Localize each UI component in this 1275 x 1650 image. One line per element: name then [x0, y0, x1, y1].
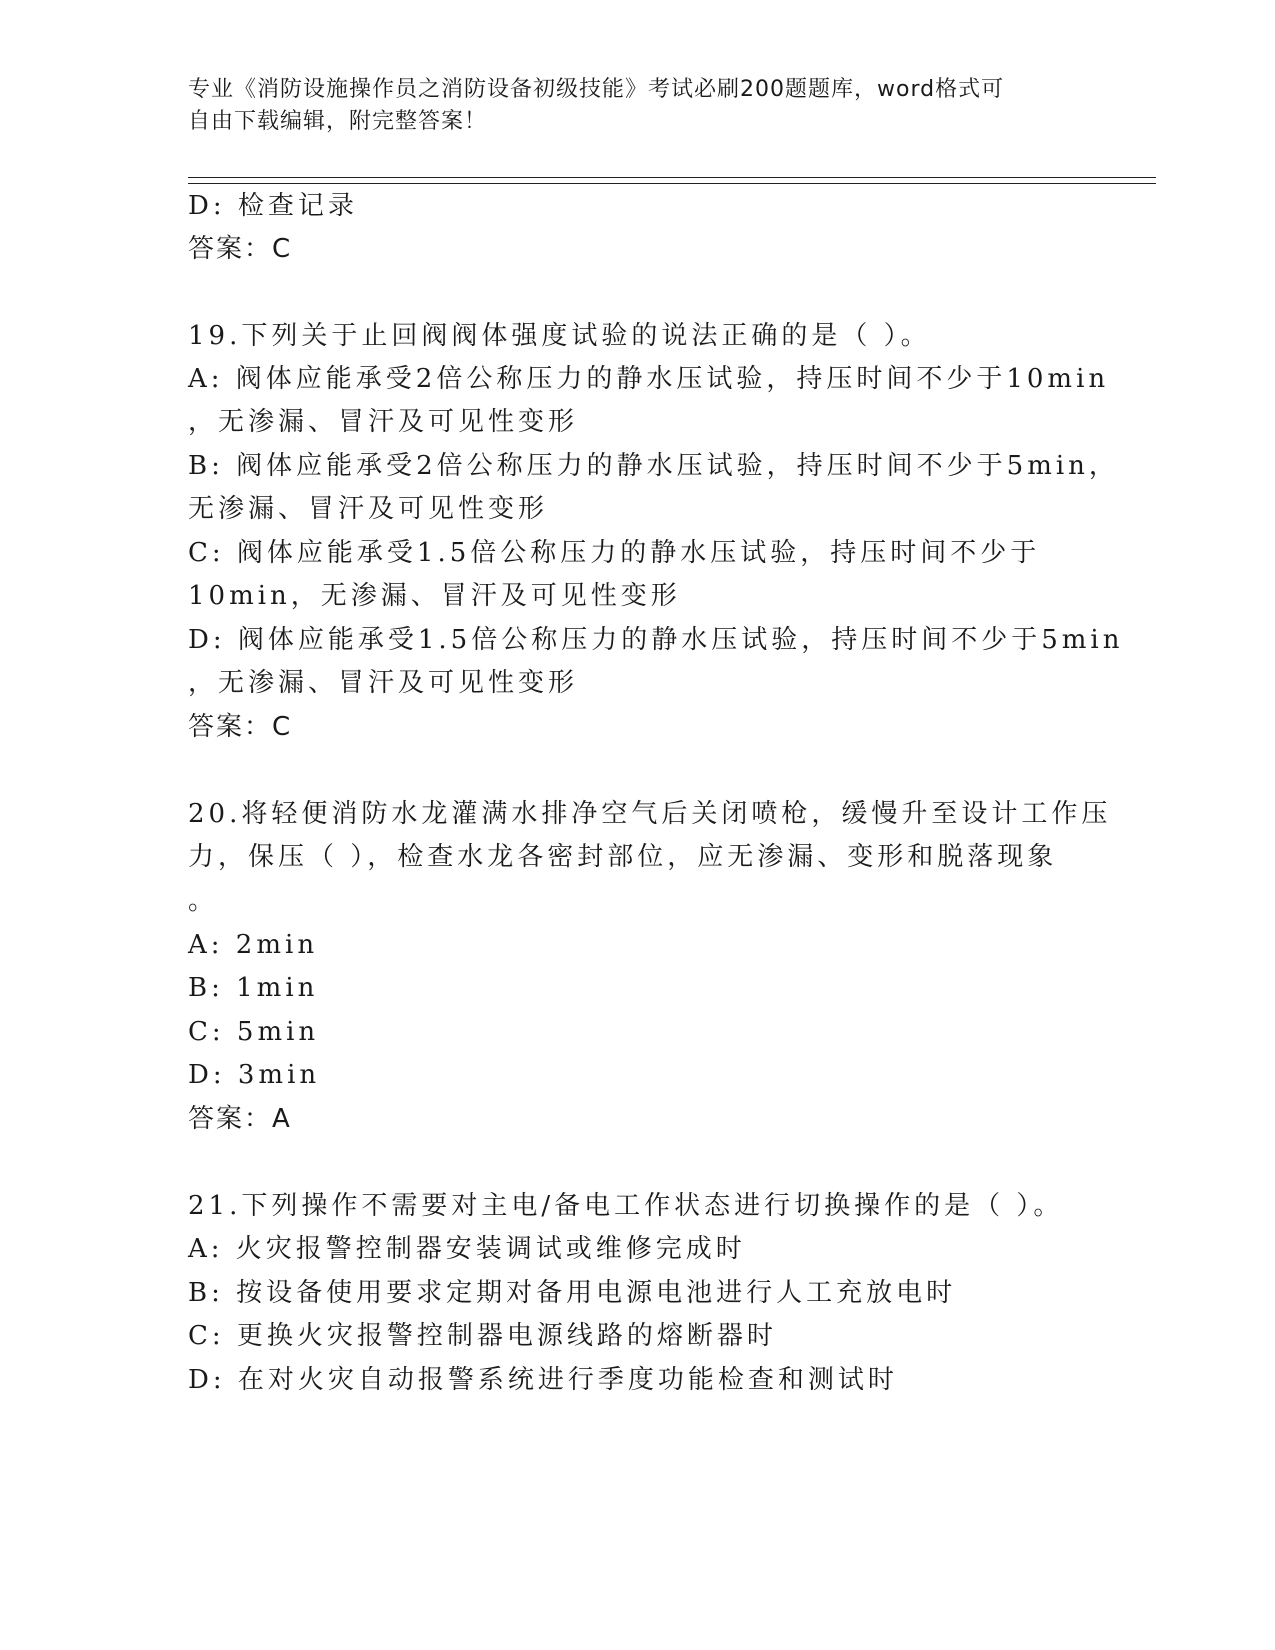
q21-stem-line-1: 21.下列操作不需要对主电/备电工作状态进行切换操作的是（ ）。 — [188, 1191, 1064, 1221]
header-divider-bottom — [188, 183, 1156, 184]
q19-stem-line-1: 19.下列关于止回阀阀体强度试验的说法正确的是（ ）。 — [188, 321, 931, 351]
q19-option-b-line-2: 无渗漏、冒汗及可见性变形 — [188, 494, 549, 524]
q20-option-d: D: 3min — [188, 1060, 321, 1090]
q20-option-b: B: 1min — [188, 973, 319, 1003]
q21-option-b: B: 按设备使用要求定期对备用电源电池进行人工充放电时 — [188, 1278, 957, 1308]
q21-option-c: C: 更换火灾报警控制器电源线路的熔断器时 — [188, 1321, 777, 1351]
document-header — [188, 74, 1078, 138]
q19-option-b-line-1: B: 阀体应能承受2倍公称压力的静水压试验，持压时间不少于5min， — [188, 451, 1119, 481]
q19-option-d-line-2: ，无渗漏、冒汗及可见性变形 — [188, 668, 579, 698]
prev-answer: 答案：C — [188, 234, 293, 264]
q20-stem-line-1: 20.将轻便消防水龙灌满水排净空气后关闭喷枪，缓慢升至设计工作压 — [188, 799, 1112, 829]
q19-option-a-line-2: ，无渗漏、冒汗及可见性变形 — [188, 407, 579, 437]
header-line-2: 自由下载编辑，附完整答案！ — [188, 109, 488, 134]
q20-option-c: C: 5min — [188, 1017, 320, 1047]
q19-option-a-line-1: A: 阀体应能承受2倍公称压力的静水压试验，持压时间不少于10min — [188, 364, 1110, 394]
q21-option-a: A: 火灾报警控制器安装调试或维修完成时 — [188, 1234, 746, 1264]
q21-option-d: D: 在对火灾自动报警系统进行季度功能检查和测试时 — [188, 1365, 898, 1395]
q19-option-c-line-2: 10min，无渗漏、冒汗及可见性变形 — [188, 581, 681, 611]
q20-stem-line-2: 力，保压（ ），检查水龙各密封部位，应无渗漏、变形和脱落现象 — [188, 842, 1058, 872]
q20-answer: 答案：A — [188, 1104, 292, 1134]
header-line-1: 专业《消防设施操作员之消防设备初级技能》考试必刷200题题库，word格式可 — [188, 77, 1005, 102]
q20-stem-line-3: 。 — [188, 886, 219, 916]
q19-option-c-line-1: C: 阀体应能承受1.5倍公称压力的静水压试验，持压时间不少于 — [188, 538, 1041, 568]
prev-option-d: D: 检查记录 — [188, 191, 358, 221]
header-divider-top — [188, 177, 1156, 178]
q19-option-d-line-1: D: 阀体应能承受1.5倍公称压力的静水压试验，持压时间不少于5min — [188, 625, 1124, 655]
q19-answer: 答案：C — [188, 712, 293, 742]
q20-option-a: A: 2min — [188, 930, 319, 960]
